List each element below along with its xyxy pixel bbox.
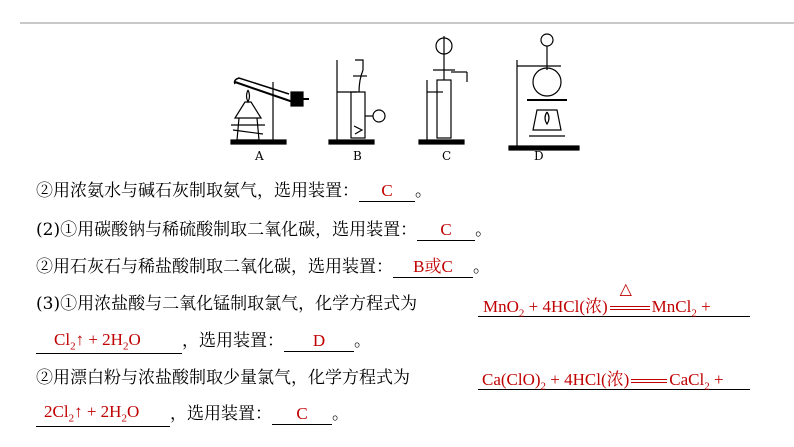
question-text: ，选用装置： bbox=[182, 331, 284, 351]
period: 。 bbox=[415, 181, 432, 201]
answer-blank bbox=[417, 220, 475, 241]
period: 。 bbox=[473, 257, 490, 277]
equation-underline-2 bbox=[36, 353, 182, 354]
answer-blank bbox=[284, 331, 354, 352]
label-b: B bbox=[353, 149, 362, 163]
eq-reactant-1: Ca(ClO) bbox=[482, 370, 541, 389]
question-chlorine-bleach bbox=[36, 368, 410, 388]
eq-subscript: 2 bbox=[68, 412, 75, 425]
equals-sign bbox=[631, 379, 667, 383]
eq-product-1: MnCl bbox=[651, 297, 692, 316]
eq-product-2: Cl bbox=[54, 330, 71, 349]
heat-condition: △ bbox=[619, 281, 632, 298]
equation-line-4 bbox=[44, 402, 139, 424]
eq-subscript: 2 bbox=[70, 340, 76, 353]
equation-line-1 bbox=[483, 281, 711, 320]
reaction-arrow bbox=[608, 281, 652, 317]
apparatus-b-icon bbox=[329, 60, 385, 144]
answer-blank bbox=[272, 404, 332, 425]
eq-reactant-2: + 4HCl(浓) bbox=[546, 370, 630, 389]
eq-oxygen: O bbox=[126, 402, 140, 421]
apparatus-figure bbox=[225, 30, 585, 165]
answer-text: C bbox=[296, 404, 308, 423]
question-chlorine-mno2-tail bbox=[182, 331, 371, 352]
answer-text: C bbox=[381, 181, 393, 200]
question-number: (3) bbox=[36, 294, 61, 314]
apparatus-c-icon bbox=[419, 36, 467, 144]
period: 。 bbox=[354, 331, 371, 351]
answer-text: B或C bbox=[413, 257, 453, 276]
question-number: (2) bbox=[36, 220, 61, 240]
question-text: ②用浓氨水与碱石灰制取氨气，选用装置： bbox=[36, 181, 359, 201]
period: 。 bbox=[475, 220, 493, 240]
label-a: A bbox=[255, 149, 264, 163]
question-text: ①用浓盐酸与二氧化锰制取氯气，化学方程式为 bbox=[60, 294, 418, 314]
label-d: D bbox=[534, 149, 544, 163]
equation-underline-4 bbox=[36, 426, 170, 427]
eq-plus: + bbox=[696, 297, 711, 316]
eq-product-3: ↑ + 2H bbox=[75, 330, 123, 349]
eq-product-2: 2Cl bbox=[44, 402, 69, 421]
equation-line-2 bbox=[54, 330, 141, 352]
eq-subscript: 2 bbox=[540, 380, 547, 393]
question-text: ②用漂白粉与浓盐酸制取少量氯气，化学方程式为 bbox=[36, 368, 410, 388]
eq-product-1: CaCl bbox=[669, 370, 705, 389]
question-text: ①用碳酸钠与稀硫酸制取二氧化碳，选用装置： bbox=[60, 220, 418, 240]
apparatus-d-icon bbox=[509, 34, 579, 150]
question-co2-sodium-carbonate bbox=[36, 220, 492, 241]
eq-subscript: 2 bbox=[122, 340, 129, 353]
equation-line-3 bbox=[482, 365, 724, 392]
eq-subscript: 2 bbox=[704, 380, 710, 393]
eq-subscript: 2 bbox=[121, 412, 127, 425]
eq-subscript: 2 bbox=[518, 307, 525, 320]
eq-subscript: 2 bbox=[691, 307, 697, 320]
question-chlorine-mno2 bbox=[36, 294, 417, 314]
period: 。 bbox=[332, 404, 349, 424]
eq-reactant-2: + 4HCl(浓) bbox=[524, 297, 608, 316]
top-divider bbox=[20, 22, 794, 24]
answer-text: C bbox=[440, 220, 452, 239]
eq-oxygen: O bbox=[128, 330, 141, 349]
answer-blank bbox=[393, 257, 473, 278]
question-chlorine-bleach-tail bbox=[170, 404, 349, 425]
eq-plus: + bbox=[709, 370, 724, 389]
apparatus-a-icon bbox=[231, 78, 309, 144]
question-text: ②用石灰石与稀盐酸制取二氧化碳，选用装置： bbox=[36, 257, 393, 277]
answer-blank bbox=[359, 181, 415, 202]
label-c: C bbox=[442, 149, 452, 163]
question-co2-limestone bbox=[36, 257, 490, 278]
question-text: ，选用装置： bbox=[170, 404, 272, 424]
eq-product-3: ↑ + 2H bbox=[74, 402, 122, 421]
answer-text: D bbox=[312, 331, 326, 350]
question-ammonia bbox=[36, 181, 432, 202]
eq-reactant-1: MnO bbox=[483, 297, 519, 316]
